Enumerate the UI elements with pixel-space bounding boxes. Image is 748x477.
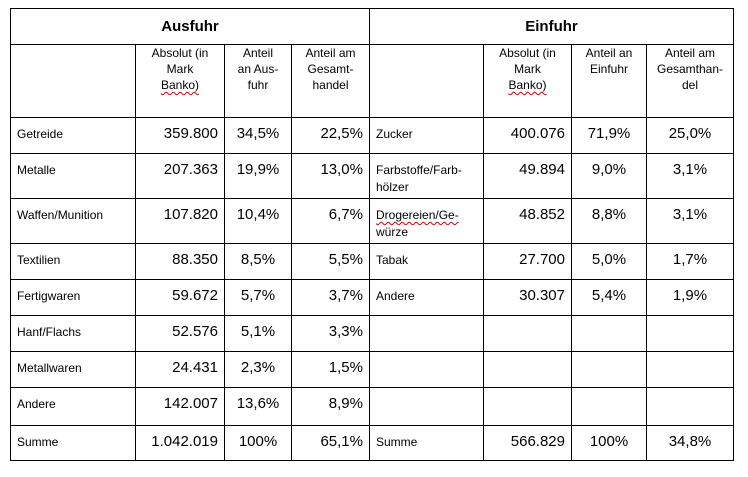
export-share-total-column-header: Anteil am Gesamt- handel	[292, 45, 370, 118]
export-label: Hanf/Flachs	[11, 316, 136, 352]
table-row	[11, 316, 734, 352]
empty-cell	[370, 316, 484, 352]
export-label: Andere	[11, 388, 136, 426]
empty-cell	[484, 316, 572, 352]
export-share-total: 1,5%	[292, 352, 370, 388]
import-share-import-column-header: Anteil an Einfuhr	[572, 45, 647, 118]
export-absolute: 107.820	[136, 199, 225, 244]
export-share-total: 3,7%	[292, 280, 370, 316]
table-row	[11, 118, 734, 154]
empty-cell	[647, 352, 734, 388]
table-row	[11, 154, 734, 199]
import-share-total: 1,9%	[647, 280, 734, 316]
import-share-import: 9,0%	[572, 154, 647, 199]
trade-table	[10, 8, 734, 461]
import-label-column-header	[370, 45, 484, 118]
import-label: Andere	[370, 280, 484, 316]
empty-cell	[572, 316, 647, 352]
export-share-total: 13,0%	[292, 154, 370, 199]
import-absolute: 27.700	[484, 244, 572, 280]
export-share-total: 3,3%	[292, 316, 370, 352]
table-row	[11, 199, 734, 244]
import-header: Einfuhr	[370, 9, 734, 45]
import-total-share-import: 100%	[572, 426, 647, 461]
empty-cell	[572, 388, 647, 426]
export-label: Metalle	[11, 154, 136, 199]
export-absolute: 88.350	[136, 244, 225, 280]
empty-cell	[370, 388, 484, 426]
export-share-export: 10,4%	[225, 199, 292, 244]
export-header: Ausfuhr	[11, 9, 370, 45]
export-absolute: 59.672	[136, 280, 225, 316]
import-label: Farbstoffe/Farb- hölzer	[370, 154, 484, 199]
import-share-import: 71,9%	[572, 118, 647, 154]
export-share-export: 2,3%	[225, 352, 292, 388]
export-share-total: 5,5%	[292, 244, 370, 280]
export-absolute: 359.800	[136, 118, 225, 154]
export-share-export: 19,9%	[225, 154, 292, 199]
import-label: Tabak	[370, 244, 484, 280]
import-share-total: 3,1%	[647, 154, 734, 199]
export-label-column-header	[11, 45, 136, 118]
table-row	[11, 244, 734, 280]
import-label: Zucker	[370, 118, 484, 154]
import-absolute-column-header: Absolut (in Mark Banko)	[484, 45, 572, 118]
export-share-total: 6,7%	[292, 199, 370, 244]
import-share-total: 3,1%	[647, 199, 734, 244]
import-share-import: 5,0%	[572, 244, 647, 280]
section-header-row	[11, 9, 734, 45]
import-absolute: 49.894	[484, 154, 572, 199]
import-share-import: 8,8%	[572, 199, 647, 244]
export-total-share-total: 65,1%	[292, 426, 370, 461]
import-absolute: 400.076	[484, 118, 572, 154]
table-row	[11, 280, 734, 316]
empty-cell	[484, 352, 572, 388]
export-absolute-column-header: Absolut (in Mark Banko)	[136, 45, 225, 118]
export-label: Textilien	[11, 244, 136, 280]
export-label: Metallwaren	[11, 352, 136, 388]
import-total-label: Summe	[370, 426, 484, 461]
export-absolute: 207.363	[136, 154, 225, 199]
export-total-share-export: 100%	[225, 426, 292, 461]
import-absolute: 30.307	[484, 280, 572, 316]
export-total-absolute: 1.042.019	[136, 426, 225, 461]
export-share-export: 5,7%	[225, 280, 292, 316]
export-absolute: 142.007	[136, 388, 225, 426]
import-absolute: 48.852	[484, 199, 572, 244]
export-share-export: 13,6%	[225, 388, 292, 426]
export-total-label: Summe	[11, 426, 136, 461]
export-share-export: 5,1%	[225, 316, 292, 352]
empty-cell	[572, 352, 647, 388]
export-label: Getreide	[11, 118, 136, 154]
empty-cell	[484, 388, 572, 426]
export-share-export: 34,5%	[225, 118, 292, 154]
export-share-export-column-header: Anteil an Aus- fuhr	[225, 45, 292, 118]
import-label: Drogereien/Ge- würze	[370, 199, 484, 244]
totals-row	[11, 426, 734, 461]
import-total-absolute: 566.829	[484, 426, 572, 461]
import-share-total-column-header: Anteil am Gesamthan- del	[647, 45, 734, 118]
export-share-total: 8,9%	[292, 388, 370, 426]
empty-cell	[370, 352, 484, 388]
empty-cell	[647, 388, 734, 426]
import-share-total: 25,0%	[647, 118, 734, 154]
export-absolute: 24.431	[136, 352, 225, 388]
table-row	[11, 352, 734, 388]
import-total-share-total: 34,8%	[647, 426, 734, 461]
column-header-row	[11, 45, 734, 118]
import-share-total: 1,7%	[647, 244, 734, 280]
empty-cell	[647, 316, 734, 352]
export-label: Waffen/Munition	[11, 199, 136, 244]
table-row	[11, 388, 734, 426]
export-share-total: 22,5%	[292, 118, 370, 154]
export-share-export: 8,5%	[225, 244, 292, 280]
import-share-import: 5,4%	[572, 280, 647, 316]
export-absolute: 52.576	[136, 316, 225, 352]
export-label: Fertigwaren	[11, 280, 136, 316]
